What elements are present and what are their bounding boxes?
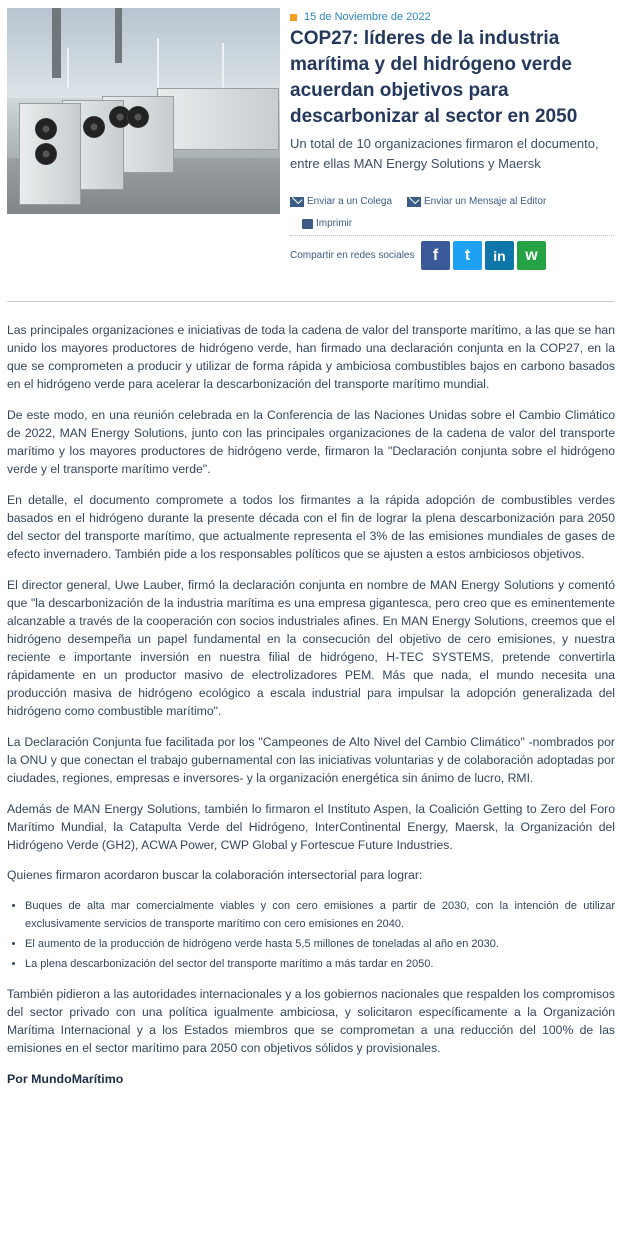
whatsapp-icon: w — [525, 246, 538, 264]
printer-icon — [302, 219, 313, 229]
article-body — [7, 321, 615, 1088]
paragraph: Además de MAN Energy Solutions, también lo firmaron el Instituto Aspen, la Coalición Getting to Zero del Foro Marítimo Mundial, la Catapulta Verde del Hidrógeno, InterContinental Energy, Maersk, la Organización del Hidrógeno Verde (GH2), ACWA Power, CWP Global y Fortescue Future Industries. — [7, 801, 615, 852]
article-hero-image — [7, 8, 280, 214]
goals-list — [7, 897, 615, 973]
share-facebook-button[interactable] — [421, 241, 450, 270]
date-bullet-icon — [290, 14, 297, 21]
list-item: • Buques de alta mar comercialmente viables y con cero emisiones a partir de 2030, con la intención de utilizar exclusivamente servicios de transporte marítimo con cero emisiones en 2040. — [25, 897, 615, 933]
divider — [290, 235, 614, 236]
list-item: • La plena descarbonización del sector del transporte marítimo a más tardar en 2050. — [25, 955, 615, 973]
article-subtitle: Un total de 10 organizaciones firmaron el documento, entre ellas MAN Energy Solutions y Maersk — [290, 136, 599, 171]
send-colleague-link[interactable]: Enviar a un Colega — [290, 196, 392, 207]
send-editor-link[interactable]: Enviar un Mensaje al Editor — [407, 196, 546, 207]
paragraph: Quienes firmaron acordaron buscar la colaboración intersectorial para lograr: — [7, 868, 423, 883]
twitter-icon: t — [464, 246, 471, 264]
share-linkedin-button[interactable] — [485, 241, 514, 270]
paragraph: También pidieron a las autoridades internacionales y a los gobiernos nacionales que respalden los compromisos del sector privado con una política igualmente ambiciosa, y solicitaron específicamente a la Organización Marítima Internacional y a los Estados miembros que se comprometan a una reducción del 100% de las emisiones en el sector marítimo para 2050 con objetivos sólidos y provisionales. — [7, 987, 615, 1056]
paragraph: De este modo, en una reunión celebrada en la Conferencia de las Naciones Unidas sobre el Cambio Climático de 2022, MAN Energy Solutions, junto con las principales organizaciones de la cadena de valor del transporte marítimo y los mayores productores de hidrógeno verde, firmaron la "Declaración conjunta sobre el hidrógeno verde y el transporte marítimo verde". — [7, 407, 615, 477]
publish-date: 15 de Noviembre de 2022 — [290, 11, 431, 23]
print-link[interactable]: Imprimir — [302, 218, 352, 229]
article-actions — [290, 196, 614, 236]
mail-icon — [407, 197, 421, 207]
share-whatsapp-button[interactable] — [517, 241, 546, 270]
mail-icon — [290, 197, 304, 207]
paragraph: El director general, Uwe Lauber, firmó la declaración conjunta en nombre de MAN Energy Solutions y comentó que "la descarbonización de la industria marítima es una empresa gigantesca, pero creo que es eminentemente alcanzable a través de la cooperación con socios industriales afines. En MAN Energy Solutions, creemos que el hidrógeno desempeña un papel fundamental en la consecución del objetivo de cero emisiones, y nuestra reciente e importante inversión en nuestra filial de hidrógeno, H-TEC SYSTEMS, pretende convertirla rápidamente en un productor masivo de electrolizadores PEM. Más que nada, el mundo necesita una producción masiva de hidrógeno ecológico a escala industrial para impulsar la adopción generalizada del hidrógeno como combustible marítimo". — [7, 577, 615, 719]
share-label: Compartir en redes sociales — [290, 250, 415, 261]
paragraph: En detalle, el documento compromete a todos los firmantes a la rápida adopción de combustibles verdes basados en el hidrógeno durante la presente década con el fin de lograr la plena descarbonización para 2050 del sector del transporte marítimo, que actualmente representa el 3% de las emisiones mundiales de gases de efecto invernadero. También pide a los responsables políticos que se ajusten a estos ambiciosos objetivos. — [7, 492, 615, 562]
paragraph: Las principales organizaciones e iniciativas de toda la cadena de valor del transporte marítimo, a las que se han unido los mayores productores de hidrógeno verde, han firmado una declaración conjunta en la COP27, en la que se comprometen a producir y utilizar de forma rápida y ambiciosa combustibles bajos en carbono basados en el hidrógeno verde para acelerar la descarbonización del transporte marítimo mundial. — [7, 323, 615, 392]
linkedin-icon: in — [493, 247, 506, 264]
article-title: COP27: líderes de la industria marítima y del hidrógeno verde acuerdan objetivos para descarbonizar al sector en 2050 — [290, 28, 578, 127]
facebook-icon: f — [432, 246, 439, 264]
paragraph: La Declaración Conjunta fue facilitada por los "Campeones de Alto Nivel del Cambio Climático" -nombrados por la ONU y que conectan el trabajo gubernamental con las iniciativas voluntarias y de colaboración adoptadas por ciudades, regiones, empresas e inversores- y la organización energética sin ánimo de lucro, RMI. — [7, 734, 615, 786]
share-twitter-button[interactable] — [453, 241, 482, 270]
header-divider — [7, 301, 614, 302]
list-item: • El aumento de la producción de hidrógeno verde hasta 5,5 millones de toneladas al año en 2030. — [25, 935, 615, 953]
byline: Por MundoMarítimo — [7, 1071, 124, 1086]
